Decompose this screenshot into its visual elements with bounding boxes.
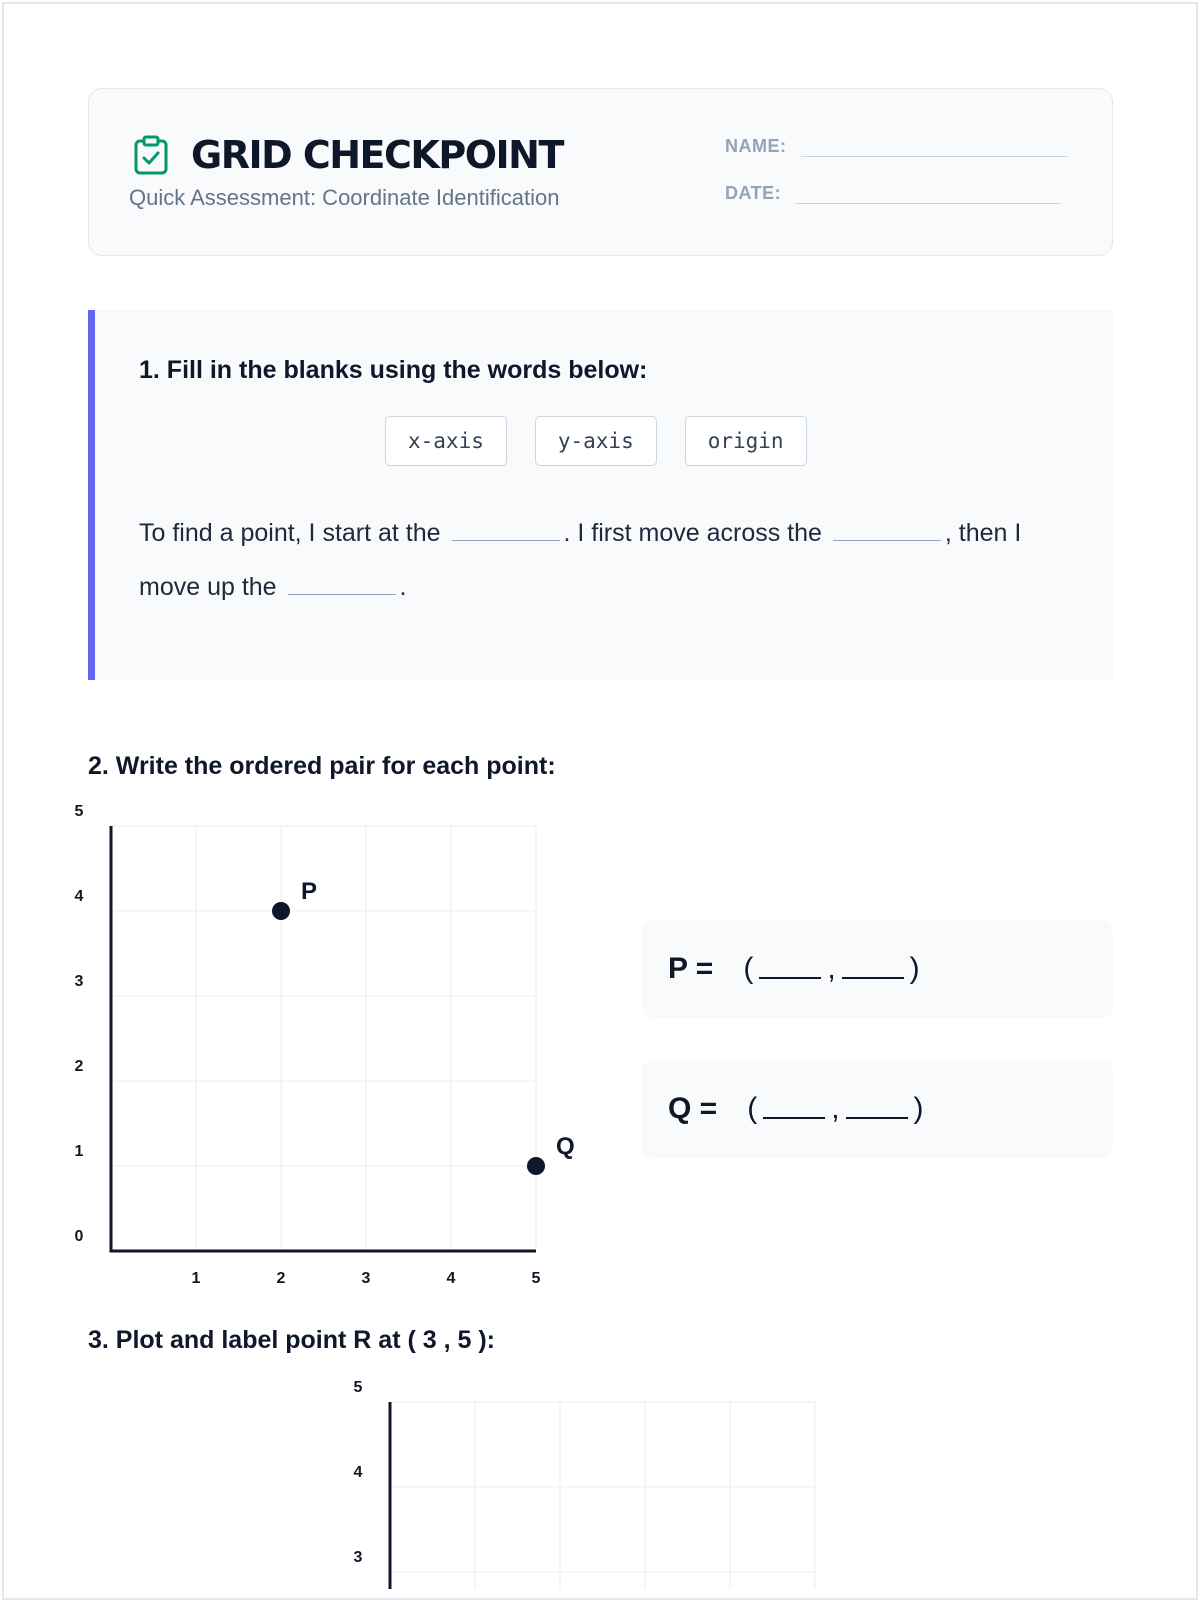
x-tick-label: 1 [191,1270,201,1287]
y-tick-label: 5 [353,1379,363,1396]
point-label-q: Q [556,1133,575,1160]
sentence-part: . [399,573,407,601]
date-label: DATE: [725,183,782,203]
question-3-title: 3. Plot and label point R at ( 3 , 5 ): [88,1326,495,1354]
y-tick-label: 4 [353,1464,363,1481]
open-paren: ( [743,952,754,985]
close-paren: ) [913,1092,924,1125]
x-tick-label: 2 [276,1270,286,1287]
word-chip-y-axis[interactable]: y-axis [535,416,657,466]
page-subtitle: Quick Assessment: Coordinate Identification [129,185,560,210]
comma: , [827,952,836,985]
point-label-p: P [301,878,318,905]
close-paren: ) [909,952,920,985]
sentence-part: . I first move across the [563,519,829,547]
comma: , [831,1092,840,1125]
word-chip-x-axis[interactable]: x-axis [385,416,507,466]
x-tick-label: 4 [446,1270,456,1287]
y-tick-label: 2 [74,1058,84,1075]
y-tick-label: 4 [74,888,84,905]
sentence-part: To find a point, I start at the [139,519,448,547]
x-tick-label: 5 [531,1270,541,1287]
question-2-title: 2. Write the ordered pair for each point: [88,752,556,780]
answer-label-q: Q = [668,1092,718,1125]
answer-label-p: P = [668,952,714,985]
y-tick-label: 1 [74,1143,84,1160]
y-tick-label: 5 [74,803,84,820]
y-tick-label: 3 [74,973,84,990]
word-chip-origin[interactable]: origin [685,416,807,466]
name-label: NAME: [725,136,787,156]
y-tick-label: 0 [74,1228,84,1245]
open-paren: ( [747,1092,758,1125]
y-tick-label: 3 [353,1549,363,1566]
question-1-title: 1. Fill in the blanks using the words below: [139,356,648,384]
page-title: GRID CHECKPOINT [191,133,563,177]
x-tick-label: 3 [361,1270,371,1287]
sentence-part: , then I move up the [139,519,1022,601]
